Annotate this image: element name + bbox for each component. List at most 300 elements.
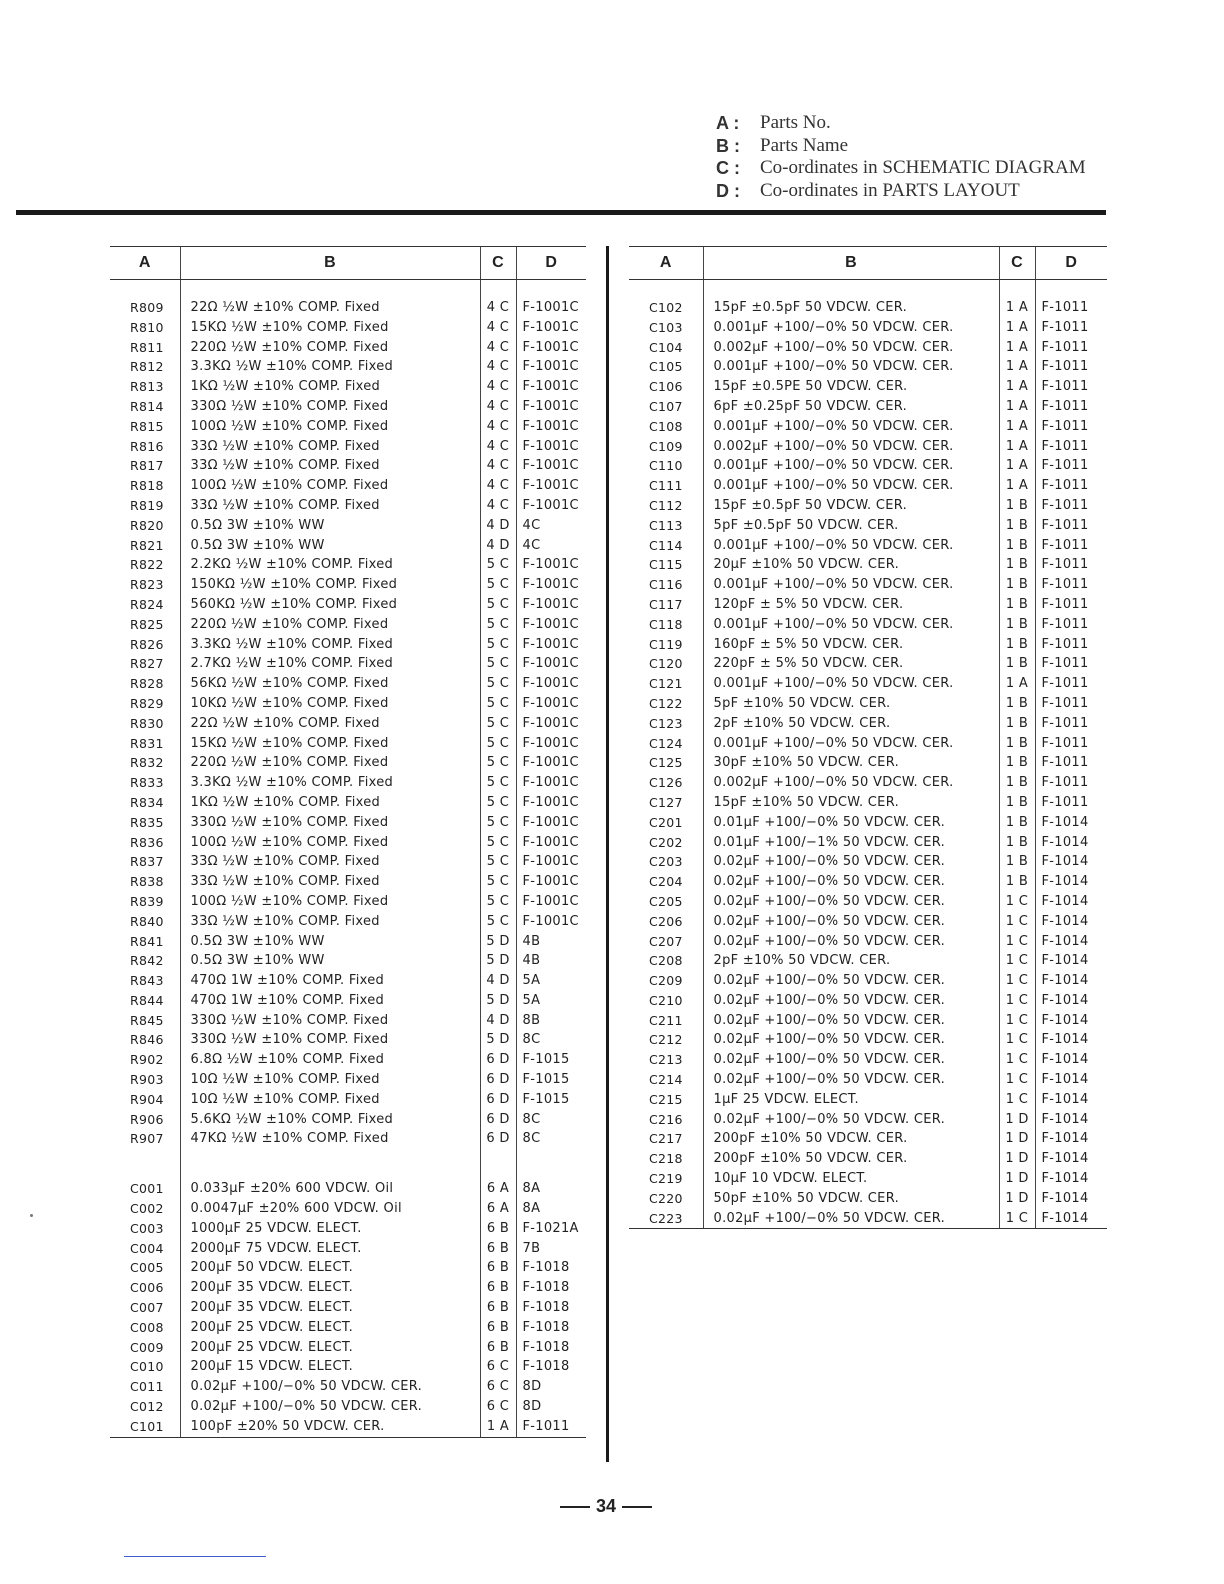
table-row: [629, 536, 1107, 556]
cell-d: F-1014: [1035, 1169, 1107, 1189]
table-row: [110, 1090, 586, 1110]
table-row: [110, 496, 586, 516]
cell-d: F-1001C: [516, 397, 586, 417]
cell-a: C004: [130, 1240, 164, 1256]
cell-d: F-1011: [1035, 793, 1107, 813]
cell-b: 100Ω ½W ±10% COMP. Fixed: [180, 833, 480, 853]
cell-d: F-1001C: [516, 417, 586, 437]
cell-a: C007: [130, 1300, 164, 1316]
cell-b: 0.001μF +100/−0% 50 VDCW. CER.: [703, 615, 999, 635]
cell-a: C125: [649, 755, 683, 771]
cell-c: 6 B: [480, 1258, 516, 1278]
cell-c: 6 B: [480, 1219, 516, 1239]
cell-a: C105: [649, 359, 683, 375]
cell-a: C002: [130, 1201, 164, 1217]
table-row: [110, 1011, 586, 1031]
cell-b: 0.001μF +100/−0% 50 VDCW. CER.: [703, 536, 999, 556]
cell-b: 470Ω 1W ±10% COMP. Fixed: [180, 971, 480, 991]
cell-d: F-1014: [1035, 1030, 1107, 1050]
cell-d: F-1001C: [516, 318, 586, 338]
cell-a: C220: [649, 1190, 683, 1206]
table-row: [629, 575, 1107, 595]
cell-a: R821: [130, 537, 164, 553]
cell-a: R823: [130, 577, 164, 593]
cell-b: 33Ω ½W ±10% COMP. Fixed: [180, 872, 480, 892]
legend-text: Parts Name: [760, 134, 849, 156]
table-row: [110, 476, 586, 496]
cell-b: 5.6KΩ ½W ±10% COMP. Fixed: [180, 1110, 480, 1130]
cell-a: C110: [649, 458, 683, 474]
cell-d: F-1014: [1035, 833, 1107, 853]
table-row: [629, 813, 1107, 833]
legend-row: [716, 112, 1086, 135]
cell-c: 1 A: [999, 397, 1035, 417]
cell-c: 1 B: [999, 654, 1035, 674]
cell-c: 1 B: [999, 872, 1035, 892]
cell-a: C010: [130, 1359, 164, 1375]
cell-d: F-1001C: [516, 476, 586, 496]
scan-speck: [30, 1214, 33, 1217]
table-header: [629, 247, 1107, 280]
cell-a: C210: [649, 992, 683, 1008]
table-row: [110, 813, 586, 833]
cell-a: R816: [130, 438, 164, 454]
cell-d: F-1018: [516, 1318, 586, 1338]
cell-c: 5 C: [480, 753, 516, 773]
cell-a: C118: [649, 616, 683, 632]
cell-c: 5 C: [480, 734, 516, 754]
cell-d: F-1011: [1035, 575, 1107, 595]
cell-b: 3.3KΩ ½W ±10% COMP. Fixed: [180, 635, 480, 655]
table-row: [110, 1357, 586, 1377]
table-row: [629, 932, 1107, 952]
cell-c: 1 A: [999, 417, 1035, 437]
cell-b: 100pF ±20% 50 VDCW. CER.: [180, 1417, 480, 1437]
cell-a: C218: [649, 1151, 683, 1167]
cell-a: C116: [649, 577, 683, 593]
cell-d: F-1011: [1035, 674, 1107, 694]
table-row: [110, 1397, 586, 1417]
cell-b: 0.02μF +100/−0% 50 VDCW. CER.: [703, 1209, 999, 1229]
cell-b: 0.5Ω 3W ±10% WW: [180, 932, 480, 952]
cell-a: R842: [130, 953, 164, 969]
cell-c: 5 C: [480, 872, 516, 892]
cell-c: 6 A: [480, 1199, 516, 1219]
cell-b: 0.02μF +100/−0% 50 VDCW. CER.: [703, 1011, 999, 1031]
cell-d: F-1001C: [516, 773, 586, 793]
cell-c: 4 D: [480, 971, 516, 991]
cell-b: 0.002μF +100/−0% 50 VDCW. CER.: [703, 437, 999, 457]
cell-a: R812: [130, 359, 164, 375]
cell-b: 1KΩ ½W ±10% COMP. Fixed: [180, 377, 480, 397]
spacer-row: [629, 280, 1107, 299]
cell-a: R822: [130, 557, 164, 573]
cell-d: F-1001C: [516, 753, 586, 773]
cell-d: F-1014: [1035, 852, 1107, 872]
cell-b: 0.02μF +100/−0% 50 VDCW. CER.: [703, 1110, 999, 1130]
cell-c: 4 C: [480, 298, 516, 318]
cell-d: F-1014: [1035, 971, 1107, 991]
cell-a: C011: [130, 1379, 164, 1395]
cell-b: 50pF ±10% 50 VDCW. CER.: [703, 1189, 999, 1209]
cell-d: F-1001C: [516, 496, 586, 516]
cell-a: C003: [130, 1220, 164, 1236]
table-row: [629, 872, 1107, 892]
cell-c: 4 D: [480, 516, 516, 536]
cell-d: F-1011: [1035, 734, 1107, 754]
cell-b: 200μF 15 VDCW. ELECT.: [180, 1357, 480, 1377]
cell-a: C201: [649, 814, 683, 830]
cell-d: 8D: [516, 1397, 586, 1417]
cell-a: R907: [130, 1131, 164, 1147]
table-row: [110, 1050, 586, 1070]
cell-d: F-1011: [1035, 397, 1107, 417]
cell-c: 1 C: [999, 1070, 1035, 1090]
cell-d: F-1014: [1035, 951, 1107, 971]
cell-d: F-1014: [1035, 932, 1107, 952]
cell-b: 0.033μF ±20% 600 VDCW. Oil: [180, 1179, 480, 1199]
cell-a: C001: [130, 1181, 164, 1197]
cell-c: 4 C: [480, 377, 516, 397]
cell-a: R838: [130, 874, 164, 890]
cell-a: C012: [130, 1399, 164, 1415]
cell-d: F-1001C: [516, 437, 586, 457]
cell-b: 0.001μF +100/−0% 50 VDCW. CER.: [703, 734, 999, 754]
cell-a: C206: [649, 913, 683, 929]
table-row: [110, 1110, 586, 1130]
cell-c: 5 C: [480, 674, 516, 694]
cell-a: R825: [130, 616, 164, 632]
cell-d: F-1001C: [516, 734, 586, 754]
cell-c: 5 C: [480, 694, 516, 714]
cell-a: R903: [130, 1072, 164, 1088]
legend-text: Co-ordinates in SCHEMATIC DIAGRAM: [760, 157, 1086, 178]
cell-a: C211: [649, 1012, 683, 1028]
parts-table-left: [110, 246, 586, 1438]
cell-c: 1 B: [999, 555, 1035, 575]
cell-d: F-1001C: [516, 456, 586, 476]
cell-d: F-1011: [1035, 338, 1107, 358]
cell-d: F-1001C: [516, 793, 586, 813]
cell-d: 4B: [516, 932, 586, 952]
cell-a: R818: [130, 478, 164, 494]
cell-a: C203: [649, 854, 683, 870]
legend-text: Co-ordinates in PARTS LAYOUT: [760, 179, 1020, 201]
cell-b: 0.5Ω 3W ±10% WW: [180, 536, 480, 556]
cell-a: C216: [649, 1111, 683, 1127]
cell-a: C223: [629, 1209, 703, 1229]
cell-a: C215: [649, 1091, 683, 1107]
cell-c: 5 C: [480, 654, 516, 674]
cell-c: 4 C: [480, 476, 516, 496]
table-row: [110, 377, 586, 397]
cell-b: 20μF ±10% 50 VDCW. CER.: [703, 555, 999, 575]
cell-b: 6.8Ω ½W ±10% COMP. Fixed: [180, 1050, 480, 1070]
table-row: [110, 912, 586, 932]
cell-a: R814: [130, 398, 164, 414]
cell-d: F-1001C: [516, 674, 586, 694]
cell-d: 7B: [516, 1239, 586, 1259]
cell-a: C102: [649, 300, 683, 315]
cell-d: F-1014: [1035, 1129, 1107, 1149]
cell-d: F-1001C: [516, 872, 586, 892]
table-row: [629, 1110, 1107, 1130]
header-a: A: [629, 247, 703, 280]
cell-c: 1 B: [999, 516, 1035, 536]
cell-a: C101: [110, 1417, 180, 1437]
cell-b: 0.001μF +100/−0% 50 VDCW. CER.: [703, 476, 999, 496]
cell-c: 1 D: [999, 1189, 1035, 1209]
cell-c: 1 A: [999, 338, 1035, 358]
cell-b: 0.02μF +100/−0% 50 VDCW. CER.: [703, 912, 999, 932]
cell-d: 4B: [516, 951, 586, 971]
table-row: [110, 991, 586, 1011]
cell-a: C113: [649, 517, 683, 533]
header-b: B: [703, 247, 999, 280]
cell-b: 2000μF 75 VDCW. ELECT.: [180, 1239, 480, 1259]
cell-b: 0.02μF +100/−0% 50 VDCW. CER.: [703, 991, 999, 1011]
cell-c: 5 C: [480, 595, 516, 615]
cell-b: 0.001μF +100/−0% 50 VDCW. CER.: [703, 575, 999, 595]
cell-a: R846: [130, 1032, 164, 1048]
cell-b: 200pF ±10% 50 VDCW. CER.: [703, 1129, 999, 1149]
table-row: [629, 1209, 1107, 1229]
cell-c: 1 C: [999, 991, 1035, 1011]
cell-b: 0.001μF +100/−0% 50 VDCW. CER.: [703, 417, 999, 437]
cell-c: 1 C: [999, 1090, 1035, 1110]
table-row: [110, 694, 586, 714]
cell-c: 1 B: [999, 813, 1035, 833]
cell-d: F-1014: [1035, 1149, 1107, 1169]
cell-a: C208: [649, 953, 683, 969]
cell-b: 220Ω ½W ±10% COMP. Fixed: [180, 615, 480, 635]
cell-c: 5 C: [480, 773, 516, 793]
cell-a: R817: [130, 458, 164, 474]
table-row: [629, 1149, 1107, 1169]
cell-c: 6 B: [480, 1278, 516, 1298]
table-row: [629, 555, 1107, 575]
cell-b: 470Ω 1W ±10% COMP. Fixed: [180, 991, 480, 1011]
cell-d: 8D: [516, 1377, 586, 1397]
table-row: [110, 753, 586, 773]
cell-c: 1 A: [999, 476, 1035, 496]
cell-a: C108: [649, 418, 683, 434]
cell-c: 5 C: [480, 714, 516, 734]
cell-b: 10Ω ½W ±10% COMP. Fixed: [180, 1090, 480, 1110]
cell-a: R830: [130, 715, 164, 731]
cell-c: 1 B: [999, 575, 1035, 595]
cell-c: 5 C: [480, 912, 516, 932]
cell-c: 5 D: [480, 991, 516, 1011]
cell-d: F-1014: [1035, 892, 1107, 912]
cell-c: 5 C: [480, 833, 516, 853]
table-row: [629, 298, 1107, 318]
cell-b: 2.7KΩ ½W ±10% COMP. Fixed: [180, 654, 480, 674]
table-row: [629, 595, 1107, 615]
cell-b: 33Ω ½W ±10% COMP. Fixed: [180, 912, 480, 932]
cell-c: 1 A: [999, 357, 1035, 377]
cell-b: 0.001μF +100/−0% 50 VDCW. CER.: [703, 318, 999, 338]
cell-b: 0.02μF +100/−0% 50 VDCW. CER.: [703, 892, 999, 912]
cell-d: F-1001C: [516, 714, 586, 734]
cell-c: 5 C: [480, 793, 516, 813]
footer-line: [124, 1556, 266, 1557]
cell-a: R843: [130, 973, 164, 989]
table-row: [629, 991, 1107, 1011]
cell-b: 0.02μF +100/−0% 50 VDCW. CER.: [703, 1070, 999, 1090]
cell-d: F-1014: [1035, 1189, 1107, 1209]
cell-a: C117: [649, 596, 683, 612]
cell-c: 5 C: [480, 615, 516, 635]
cell-d: F-1018: [516, 1338, 586, 1358]
cell-b: 33Ω ½W ±10% COMP. Fixed: [180, 456, 480, 476]
cell-c: 6 B: [480, 1318, 516, 1338]
cell-c: 1 B: [999, 793, 1035, 813]
cell-d: F-1014: [1035, 912, 1107, 932]
cell-c: 4 C: [480, 437, 516, 457]
cell-b: 33Ω ½W ±10% COMP. Fixed: [180, 496, 480, 516]
cell-a: R845: [130, 1012, 164, 1028]
cell-d: F-1014: [1035, 813, 1107, 833]
cell-b: 200μF 25 VDCW. ELECT.: [180, 1318, 480, 1338]
cell-d: F-1014: [1035, 1070, 1107, 1090]
cell-a: R902: [130, 1052, 164, 1068]
legend-row: [716, 157, 1086, 180]
cell-c: 1 A: [480, 1417, 516, 1437]
table-row: [110, 1239, 586, 1259]
legend-key: B :: [716, 135, 740, 156]
cell-d: F-1011: [1035, 516, 1107, 536]
cell-b: 15KΩ ½W ±10% COMP. Fixed: [180, 318, 480, 338]
table-header: [110, 247, 586, 280]
cell-d: F-1001C: [516, 298, 586, 318]
cell-c: 1 B: [999, 714, 1035, 734]
cell-c: 6 C: [480, 1357, 516, 1377]
cell-a: R813: [130, 379, 164, 395]
cell-c: 1 D: [999, 1110, 1035, 1130]
cell-a: R824: [130, 596, 164, 612]
cell-d: F-1011: [1035, 456, 1107, 476]
cell-b: 330Ω ½W ±10% COMP. Fixed: [180, 397, 480, 417]
table-row: [629, 476, 1107, 496]
cell-c: 1 C: [999, 1209, 1035, 1229]
cell-d: F-1015: [516, 1050, 586, 1070]
cell-b: 330Ω ½W ±10% COMP. Fixed: [180, 813, 480, 833]
cell-b: 1KΩ ½W ±10% COMP. Fixed: [180, 793, 480, 813]
table-row: [629, 951, 1107, 971]
cell-a: C123: [649, 715, 683, 731]
cell-c: 6 D: [480, 1129, 516, 1149]
table-row: [629, 496, 1107, 516]
cell-d: F-1011: [1035, 417, 1107, 437]
cell-a: C112: [649, 497, 683, 513]
cell-d: F-1011: [1035, 357, 1107, 377]
table-row: [110, 1199, 586, 1219]
cell-a: R815: [130, 418, 164, 434]
cell-a: C217: [649, 1131, 683, 1147]
table-row: [110, 734, 586, 754]
cell-a: C124: [649, 735, 683, 751]
cell-d: F-1011: [1035, 654, 1107, 674]
table-row: [110, 773, 586, 793]
cell-b: 200μF 35 VDCW. ELECT.: [180, 1278, 480, 1298]
cell-b: 220Ω ½W ±10% COMP. Fixed: [180, 753, 480, 773]
cell-b: 200μF 50 VDCW. ELECT.: [180, 1258, 480, 1278]
legend-key: A :: [716, 113, 740, 133]
cell-b: 33Ω ½W ±10% COMP. Fixed: [180, 852, 480, 872]
header-c: C: [480, 247, 516, 280]
table-row: [110, 1377, 586, 1397]
cell-d: F-1011: [1035, 496, 1107, 516]
table-row: [629, 516, 1107, 536]
cell-c: 5 D: [480, 951, 516, 971]
cell-a: R841: [130, 933, 164, 949]
table-row: [629, 456, 1107, 476]
cell-b: 200μF 35 VDCW. ELECT.: [180, 1298, 480, 1318]
column-divider: [606, 246, 609, 1462]
cell-a: C103: [649, 319, 683, 335]
table-row: [110, 852, 586, 872]
cell-c: 1 A: [999, 456, 1035, 476]
table-row: [110, 872, 586, 892]
cell-b: 10KΩ ½W ±10% COMP. Fixed: [180, 694, 480, 714]
cell-d: F-1001C: [516, 852, 586, 872]
cell-a: R906: [130, 1111, 164, 1127]
cell-a: C111: [649, 478, 683, 494]
cell-d: F-1011: [1035, 714, 1107, 734]
cell-d: F-1011: [1035, 536, 1107, 556]
cell-b: 0.02μF +100/−0% 50 VDCW. CER.: [180, 1377, 480, 1397]
cell-c: 4 D: [480, 1011, 516, 1031]
cell-b: 200μF 25 VDCW. ELECT.: [180, 1338, 480, 1358]
cell-d: F-1011: [1035, 595, 1107, 615]
cell-d: 8C: [516, 1129, 586, 1149]
table-row: [110, 575, 586, 595]
table-row: [110, 516, 586, 536]
cell-b: 10μF 10 VDCW. ELECT.: [703, 1169, 999, 1189]
cell-c: 1 C: [999, 892, 1035, 912]
cell-b: 15pF ±0.5pF 50 VDCW. CER.: [703, 496, 999, 516]
cell-d: 4C: [516, 536, 586, 556]
cell-b: 0.01μF +100/−0% 50 VDCW. CER.: [703, 813, 999, 833]
header-d: D: [516, 247, 586, 280]
table-row: [110, 1030, 586, 1050]
cell-a: C104: [649, 339, 683, 355]
cell-c: 5 C: [480, 813, 516, 833]
table-row: [110, 536, 586, 556]
cell-d: F-1001C: [516, 892, 586, 912]
cell-a: R839: [130, 893, 164, 909]
cell-d: F-1011: [1035, 476, 1107, 496]
cell-d: 5A: [516, 971, 586, 991]
table-row: [629, 654, 1107, 674]
header-rule: [16, 210, 1106, 215]
table-row: [110, 674, 586, 694]
cell-d: F-1011: [1035, 635, 1107, 655]
cell-d: 5A: [516, 991, 586, 1011]
cell-d: F-1001C: [516, 615, 586, 635]
cell-c: 4 C: [480, 397, 516, 417]
legend-key: C :: [716, 158, 740, 178]
cell-c: 5 D: [480, 932, 516, 952]
table-row: [629, 694, 1107, 714]
cell-a: C005: [130, 1260, 164, 1276]
page-number: [554, 1496, 658, 1517]
cell-c: 6 B: [480, 1338, 516, 1358]
table-row: [110, 714, 586, 734]
cell-b: 3.3KΩ ½W ±10% COMP. Fixed: [180, 357, 480, 377]
table-row: [629, 734, 1107, 754]
